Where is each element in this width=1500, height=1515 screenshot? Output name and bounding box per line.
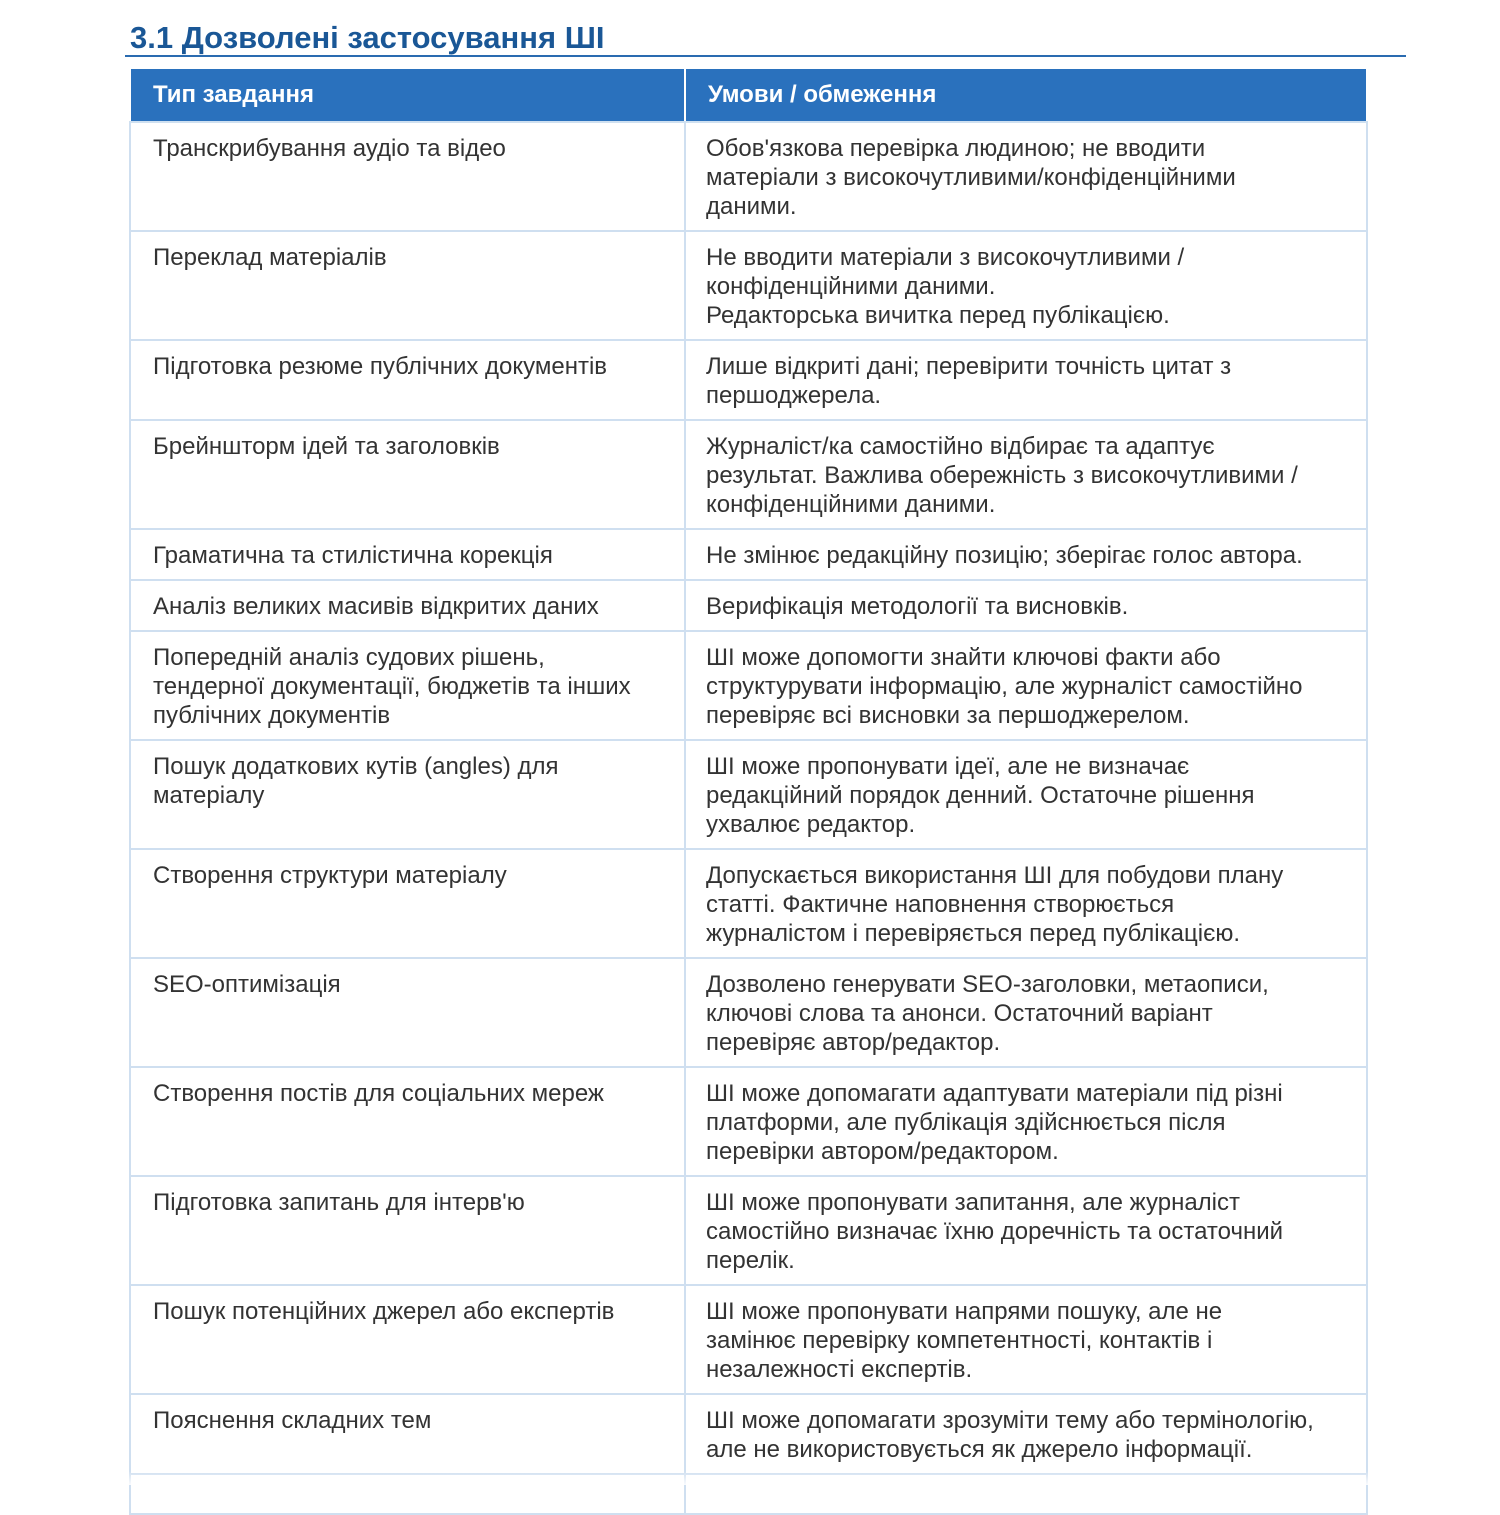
conditions-cell — [685, 340, 1367, 420]
allowed-uses-table — [129, 67, 1368, 1515]
conditions-text: незалежності експертів. — [706, 1356, 973, 1383]
conditions-text: Редакторська вичитка перед публікацією. — [706, 302, 1170, 329]
task-type-cell — [130, 1176, 685, 1285]
task-type-text: Транскрибування аудіо та відео — [153, 135, 506, 162]
task-type-cell — [130, 958, 685, 1067]
task-type-cell — [130, 529, 685, 580]
table-row — [130, 958, 1367, 1067]
conditions-text: редакційний порядок денний. Остаточне рішення — [706, 782, 1255, 809]
conditions-text: журналістом і перевіряється перед публікацією. — [706, 920, 1240, 947]
conditions-text: Допускається використання ШІ для побудови плану — [706, 862, 1284, 889]
conditions-text: результат. Важлива обережність з високочутливими / — [706, 462, 1298, 489]
table-row — [130, 340, 1367, 420]
task-type-cell — [130, 340, 685, 420]
table-header-row — [130, 68, 1367, 122]
title-underline — [125, 55, 1406, 57]
conditions-text: самостійно визначає їхню доречність та остаточний — [706, 1218, 1284, 1245]
conditions-text: Не вводити матеріали з високочутливими / — [706, 244, 1185, 271]
conditions-cell — [685, 1067, 1367, 1176]
task-type-cell — [130, 1394, 685, 1474]
conditions-text: перевіряє всі висновки за першоджерелом. — [706, 702, 1190, 729]
table-row — [130, 1285, 1367, 1394]
task-type-text: Підготовка запитань для інтерв'ю — [153, 1189, 525, 1216]
conditions-text: Обов'язкова перевірка людиною; не вводити — [706, 135, 1206, 162]
task-type-text: Створення структури матеріалу — [153, 862, 507, 889]
conditions-text: ШІ може пропонувати напрями пошуку, але не — [706, 1298, 1223, 1325]
task-type-text: Граматична та стилістична корекція — [153, 542, 553, 569]
table-row — [130, 740, 1367, 849]
task-type-cell — [130, 122, 685, 231]
conditions-text: Не змінює редакційну позицію; зберігає голос автора. — [706, 542, 1303, 569]
task-type-cell — [130, 580, 685, 631]
conditions-text: Дозволено генерувати SEO-заголовки, метаописи, — [706, 971, 1269, 998]
conditions-cell — [685, 529, 1367, 580]
conditions-text: ШІ може допомагати адаптувати матеріали під різні — [706, 1080, 1283, 1107]
table-row — [130, 1176, 1367, 1285]
table-row — [130, 420, 1367, 529]
task-type-text: Пояснення складних тем — [153, 1407, 432, 1434]
table-row — [130, 1394, 1367, 1474]
conditions-cell — [685, 1394, 1367, 1474]
task-type-text: Підготовка резюме публічних документів — [153, 353, 608, 380]
conditions-text: ШІ може допомагати зрозуміти тему або термінологію, — [706, 1407, 1314, 1434]
conditions-text: першоджерела. — [706, 382, 882, 409]
conditions-text: ухвалює редактор. — [706, 811, 916, 838]
task-type-cell — [130, 740, 685, 849]
task-type-cell — [130, 231, 685, 340]
header-conditions: Умови / обмеження — [685, 68, 1367, 122]
task-type-text: Аналіз великих масивів відкритих даних — [153, 593, 599, 620]
task-type-text: Брейншторм ідей та заголовків — [153, 433, 500, 460]
task-type-text: тендерної документації, бюджетів та інших — [153, 673, 631, 700]
section-title: 3.1 Дозволені застосування ШІ — [130, 20, 605, 55]
task-type-cell — [130, 1285, 685, 1394]
task-type-text: Пошук потенційних джерел або експертів — [153, 1298, 615, 1325]
task-type-text: Переклад матеріалів — [153, 244, 387, 271]
conditions-cell — [685, 231, 1367, 340]
conditions-text: ШІ може допомогти знайти ключові факти або — [706, 644, 1221, 671]
task-type-cell — [130, 849, 685, 958]
task-type-text: матеріалу — [153, 782, 265, 809]
conditions-cell — [685, 1285, 1367, 1394]
table-row — [130, 631, 1367, 740]
conditions-cell — [685, 580, 1367, 631]
task-type-text: Створення постів для соціальних мереж — [153, 1080, 604, 1107]
conditions-cell — [685, 958, 1367, 1067]
conditions-text: перевіряє автор/редактор. — [706, 1029, 1001, 1056]
conditions-text: конфіденційними даними. — [706, 273, 996, 300]
conditions-text: Лише відкриті дані; перевірити точність цитат з — [706, 353, 1232, 380]
table-row — [130, 231, 1367, 340]
conditions-text: Верифікація методології та висновків. — [706, 593, 1129, 620]
task-type-text: SEO-оптимізація — [153, 971, 341, 998]
table-row — [130, 1067, 1367, 1176]
task-type-text: Пошук додаткових кутів (angles) для — [153, 753, 559, 780]
task-type-cell — [130, 631, 685, 740]
conditions-text: конфіденційними даними. — [706, 491, 996, 518]
conditions-text: даними. — [706, 193, 797, 220]
page-bottom-fade — [0, 1471, 1500, 1485]
conditions-text: перелік. — [706, 1247, 795, 1274]
table-row — [130, 122, 1367, 231]
conditions-cell — [685, 122, 1367, 231]
task-type-text: публічних документів — [153, 702, 391, 729]
table-row — [130, 580, 1367, 631]
conditions-cell — [685, 849, 1367, 958]
conditions-text: перевірки автором/редактором. — [706, 1138, 1059, 1165]
conditions-text: ШІ може пропонувати ідеї, але не визначає — [706, 753, 1190, 780]
conditions-cell — [685, 420, 1367, 529]
task-type-cell — [130, 420, 685, 529]
conditions-text: ключові слова та анонси. Остаточний варіант — [706, 1000, 1213, 1027]
conditions-text: статті. Фактичне наповнення створюється — [706, 891, 1175, 918]
conditions-text: замінює перевірку компетентності, контактів і — [706, 1327, 1213, 1354]
table-row — [130, 849, 1367, 958]
conditions-cell — [685, 1176, 1367, 1285]
header-task-type: Тип завдання — [130, 68, 685, 122]
conditions-cell — [685, 740, 1367, 849]
task-type-text: Попередній аналіз судових рішень, — [153, 644, 545, 671]
conditions-cell — [685, 631, 1367, 740]
table-row — [130, 529, 1367, 580]
conditions-text: платформи, але публікація здійснюється після — [706, 1109, 1226, 1136]
conditions-text: ШІ може пропонувати запитання, але журналіст — [706, 1189, 1240, 1216]
conditions-text: матеріали з високочутливими/конфіденційними — [706, 164, 1236, 191]
task-type-cell — [130, 1067, 685, 1176]
conditions-text: структурувати інформацію, але журналіст самостійно — [706, 673, 1303, 700]
conditions-text: але не використовується як джерело інформації. — [706, 1436, 1253, 1463]
conditions-text: Журналіст/ка самостійно відбирає та адаптує — [706, 433, 1215, 460]
